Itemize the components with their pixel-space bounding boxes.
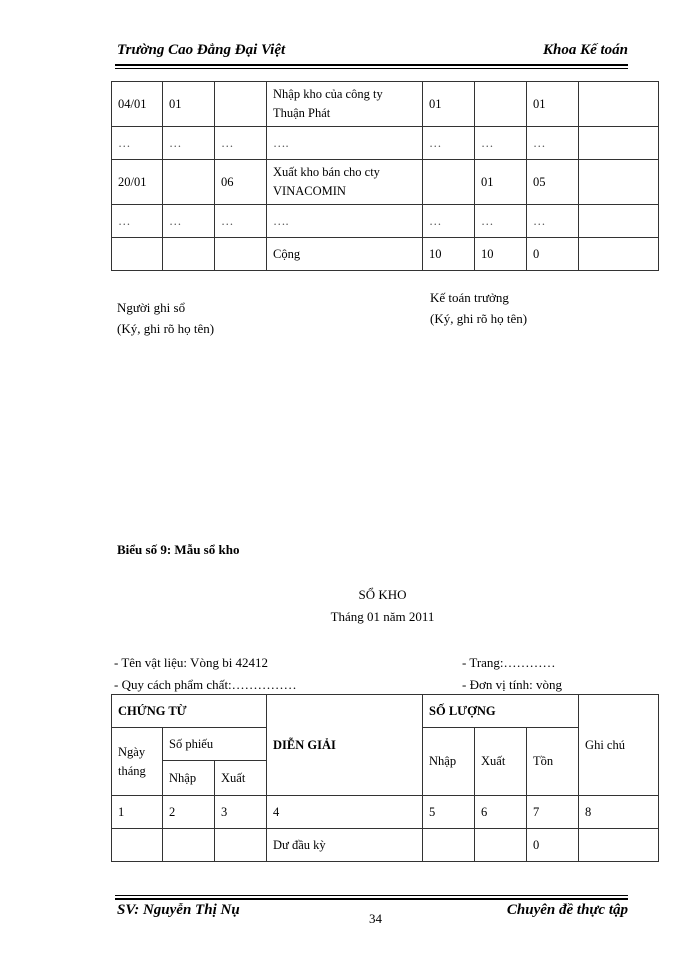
- header-nhap-qty: Nhập: [423, 728, 475, 796]
- header-department: Khoa Kế toán: [542, 42, 628, 58]
- table-cell: 1: [112, 796, 163, 829]
- table-cell: 10: [423, 238, 475, 271]
- table-cell: [475, 829, 527, 862]
- table-row: [112, 205, 659, 238]
- table-cell: …: [163, 205, 215, 238]
- table-cell: 01: [163, 82, 215, 127]
- table-row: [112, 82, 659, 127]
- table-cell: [579, 127, 659, 160]
- table-cell: Cộng: [267, 238, 423, 271]
- table-cell: Dư đầu kỳ: [267, 829, 423, 862]
- table-cell: ….: [267, 127, 423, 160]
- signature-recorder: [117, 297, 214, 339]
- table-cell: …: [215, 205, 267, 238]
- header-nhap-voucher: Nhập: [163, 761, 215, 796]
- table-cell: …: [527, 205, 579, 238]
- table-cell: [579, 829, 659, 862]
- table-cell: 8: [579, 796, 659, 829]
- signature-title: Kế toán trưởng: [430, 290, 509, 305]
- table-cell: [423, 829, 475, 862]
- header-chung-tu: CHỨNG TỪ: [112, 695, 267, 728]
- footer-report-title: Chuyên đề thực tập: [506, 902, 628, 918]
- header-so-phieu: Số phiếu: [163, 728, 267, 761]
- table-cell: ….: [267, 205, 423, 238]
- table-cell: [215, 829, 267, 862]
- table-cell: 4: [267, 796, 423, 829]
- table-cell: 10: [475, 238, 527, 271]
- table-row: [112, 160, 659, 205]
- table-row-total: [112, 238, 659, 271]
- table-cell: …: [475, 205, 527, 238]
- header-so-luong: SỐ LƯỢNG: [423, 695, 579, 728]
- figure-caption: Biểu số 9: Mẫu sổ kho: [117, 542, 240, 557]
- table-cell: [215, 82, 267, 127]
- table-cell: [163, 829, 215, 862]
- signature-chief-accountant: [430, 287, 527, 329]
- signature-note: (Ký, ghi rõ họ tên): [430, 311, 528, 326]
- table-cell: …: [423, 205, 475, 238]
- header-ton: Tồn: [527, 728, 579, 796]
- footer-rule: [115, 898, 628, 900]
- page-number: 34: [369, 911, 382, 926]
- header-school-name: Trường Cao Đẳng Đại Việt: [117, 42, 286, 58]
- table-cell: [163, 238, 215, 271]
- table-cell: 01: [423, 82, 475, 127]
- header-xuat-voucher: Xuất: [215, 761, 267, 796]
- footer-student-name: SV: Nguyễn Thị Nụ: [117, 902, 240, 918]
- table-cell: …: [112, 205, 163, 238]
- table-cell: [112, 238, 163, 271]
- table-cell: 20/01: [112, 160, 163, 205]
- footer-rule-thin: [115, 895, 628, 896]
- signature-title: Người ghi sổ: [117, 300, 186, 315]
- table-row: [112, 127, 659, 160]
- table-cell: [112, 829, 163, 862]
- table-cell: 2: [163, 796, 215, 829]
- header-dien-giai: DIỄN GIẢI: [267, 695, 423, 796]
- page-field: - Trang:…………: [462, 655, 556, 670]
- table-cell: 04/01: [112, 82, 163, 127]
- table-cell: …: [527, 127, 579, 160]
- document-title: SỔ KHO: [358, 587, 407, 602]
- table-cell: 06: [215, 160, 267, 205]
- table-cell: 05: [527, 160, 579, 205]
- document-subtitle: Tháng 01 năm 2011: [330, 609, 435, 624]
- quality-spec: - Quy cách phẩm chất:……………: [114, 677, 297, 692]
- table-cell: [579, 205, 659, 238]
- table-cell: …: [215, 127, 267, 160]
- table-cell: …: [112, 127, 163, 160]
- header-rule: [115, 64, 628, 66]
- table-cell: 6: [475, 796, 527, 829]
- table-cell: …: [423, 127, 475, 160]
- table-cell: …: [475, 127, 527, 160]
- header-ngay-thang: Ngày tháng: [112, 728, 163, 796]
- table-cell: [579, 160, 659, 205]
- table-cell: [579, 238, 659, 271]
- table-cell: Xuất kho bán cho cty VINACOMIN: [267, 160, 423, 205]
- table-row-opening-balance: [112, 829, 659, 862]
- table-cell: Nhập kho của công ty Thuận Phát: [267, 82, 423, 127]
- signature-note: (Ký, ghi rõ họ tên): [117, 321, 215, 336]
- table-cell: 01: [475, 160, 527, 205]
- table-cell: …: [163, 127, 215, 160]
- table-cell: [215, 238, 267, 271]
- table-header-row: [112, 695, 659, 728]
- table-cell: 01: [527, 82, 579, 127]
- unit-field: - Đơn vị tính: vòng: [462, 677, 563, 692]
- header-ghi-chu: Ghi chú: [579, 695, 659, 796]
- table-cell: [475, 82, 527, 127]
- table-row-column-numbers: [112, 796, 659, 829]
- table-cell: [163, 160, 215, 205]
- ledger-table-continued: [111, 81, 659, 271]
- header-xuat-qty: Xuất: [475, 728, 527, 796]
- header-rule-thin: [115, 68, 628, 69]
- table-cell: 3: [215, 796, 267, 829]
- table-cell: 7: [527, 796, 579, 829]
- stock-card-table: [111, 694, 659, 862]
- table-cell: 0: [527, 829, 579, 862]
- material-name: - Tên vật liệu: Vòng bi 42412: [114, 655, 269, 670]
- table-cell: 5: [423, 796, 475, 829]
- table-cell: 0: [527, 238, 579, 271]
- table-cell: [579, 82, 659, 127]
- table-cell: [423, 160, 475, 205]
